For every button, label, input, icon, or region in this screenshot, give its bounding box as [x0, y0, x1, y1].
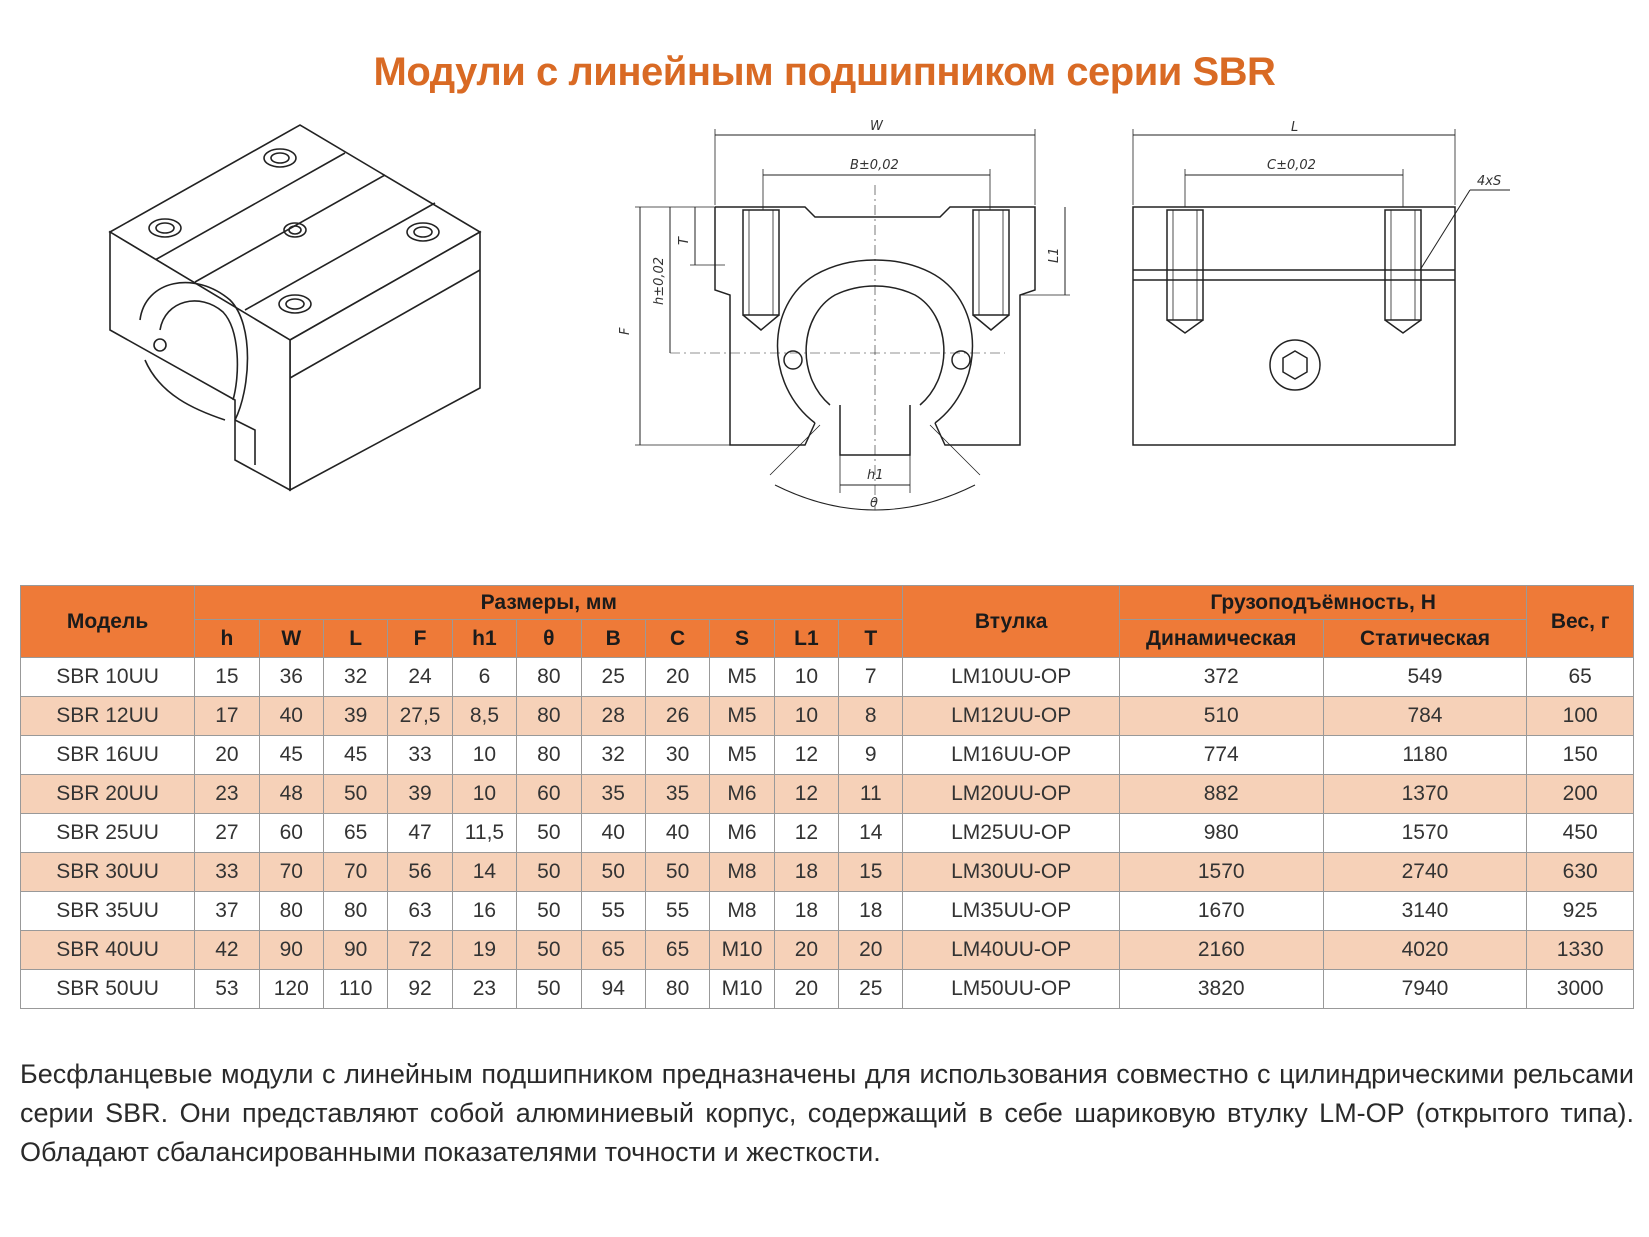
cell-h1: 8,5 [452, 697, 516, 736]
cell-f: 39 [388, 775, 452, 814]
cell-bushing: LM12UU-OP [903, 697, 1119, 736]
col-b: B [581, 620, 645, 658]
table-row [21, 853, 1634, 892]
cell-w: 90 [259, 931, 323, 970]
table-body [21, 658, 1634, 1009]
col-h: h [195, 620, 259, 658]
cell-l1: 18 [774, 892, 838, 931]
cell-dynamic: 980 [1119, 814, 1323, 853]
label-s: 4xS [1477, 174, 1502, 189]
cell-dynamic: 882 [1119, 775, 1323, 814]
cell-t: 14 [839, 814, 903, 853]
cell-static: 1570 [1323, 814, 1527, 853]
cell-bushing: LM40UU-OP [903, 931, 1119, 970]
cell-l1: 12 [774, 775, 838, 814]
cell-theta: 50 [517, 853, 581, 892]
col-f: F [388, 620, 452, 658]
cell-w: 48 [259, 775, 323, 814]
cell-c: 80 [645, 970, 709, 1009]
col-c: C [645, 620, 709, 658]
description-paragraph: Бесфланцевые модули с линейным подшипником предназначены для использования совместно с цилиндрическими рельсами серии SBR. Они представляют собой алюминиевый корпус, содержащий в себе шариковую втулку LM-OP (открытого типа). Обладают сбалансированными показателями точности и жесткости. [20, 1059, 1634, 1167]
label-b: B±0,02 [850, 158, 899, 173]
cell-w: 80 [259, 892, 323, 931]
cell-s: M6 [710, 814, 774, 853]
cell-static: 3140 [1323, 892, 1527, 931]
cell-t: 9 [839, 736, 903, 775]
cell-w: 40 [259, 697, 323, 736]
cell-dynamic: 2160 [1119, 931, 1323, 970]
cell-static: 4020 [1323, 931, 1527, 970]
cell-l: 80 [323, 892, 387, 931]
label-c: C±0,02 [1267, 158, 1316, 173]
cell-theta: 50 [517, 970, 581, 1009]
label-h1: h1 [867, 468, 884, 483]
cell-dynamic: 1570 [1119, 853, 1323, 892]
cell-l1: 12 [774, 736, 838, 775]
cell-model: SBR 35UU [21, 892, 195, 931]
cell-h: 33 [195, 853, 259, 892]
table-row [21, 736, 1634, 775]
cell-f: 56 [388, 853, 452, 892]
cell-l1: 12 [774, 814, 838, 853]
cell-l: 45 [323, 736, 387, 775]
cell-static: 784 [1323, 697, 1527, 736]
cell-static: 549 [1323, 658, 1527, 697]
cell-dynamic: 510 [1119, 697, 1323, 736]
cell-c: 65 [645, 931, 709, 970]
cell-l: 90 [323, 931, 387, 970]
cell-t: 8 [839, 697, 903, 736]
cell-h1: 10 [452, 775, 516, 814]
cell-h: 23 [195, 775, 259, 814]
col-l1: L1 [774, 620, 838, 658]
cell-w: 70 [259, 853, 323, 892]
label-f: F [618, 327, 633, 335]
cell-h: 37 [195, 892, 259, 931]
front-view-drawing [615, 115, 1075, 535]
cell-bushing: LM30UU-OP [903, 853, 1119, 892]
cell-l: 70 [323, 853, 387, 892]
cell-c: 20 [645, 658, 709, 697]
cell-s: M5 [710, 697, 774, 736]
cell-l: 110 [323, 970, 387, 1009]
cell-bushing: LM16UU-OP [903, 736, 1119, 775]
label-l1: L1 [1047, 247, 1062, 263]
header-static: Статическая [1323, 620, 1527, 658]
cell-bushing: LM20UU-OP [903, 775, 1119, 814]
cell-model: SBR 10UU [21, 658, 195, 697]
cell-f: 47 [388, 814, 452, 853]
label-t: T [677, 237, 692, 245]
cell-theta: 80 [517, 697, 581, 736]
cell-w: 60 [259, 814, 323, 853]
cell-t: 11 [839, 775, 903, 814]
cell-f: 63 [388, 892, 452, 931]
cell-weight: 450 [1527, 814, 1634, 853]
cell-b: 94 [581, 970, 645, 1009]
header-weight: Вес, г [1527, 586, 1634, 658]
cell-static: 7940 [1323, 970, 1527, 1009]
cell-b: 55 [581, 892, 645, 931]
cell-b: 28 [581, 697, 645, 736]
cell-s: M10 [710, 970, 774, 1009]
header-load: Грузоподъёмность, Н [1119, 586, 1526, 620]
cell-l: 50 [323, 775, 387, 814]
cell-f: 24 [388, 658, 452, 697]
cell-c: 55 [645, 892, 709, 931]
cell-theta: 50 [517, 931, 581, 970]
cell-weight: 65 [1527, 658, 1634, 697]
cell-l1: 10 [774, 658, 838, 697]
cell-t: 18 [839, 892, 903, 931]
cell-h1: 10 [452, 736, 516, 775]
cell-theta: 50 [517, 814, 581, 853]
cell-s: M8 [710, 853, 774, 892]
cell-c: 40 [645, 814, 709, 853]
cell-b: 25 [581, 658, 645, 697]
table-row [21, 931, 1634, 970]
cell-model: SBR 20UU [21, 775, 195, 814]
cell-theta: 80 [517, 658, 581, 697]
cell-h: 20 [195, 736, 259, 775]
cell-bushing: LM10UU-OP [903, 658, 1119, 697]
cell-static: 2740 [1323, 853, 1527, 892]
cell-h: 42 [195, 931, 259, 970]
cell-h1: 23 [452, 970, 516, 1009]
table-row [21, 892, 1634, 931]
cell-s: M5 [710, 736, 774, 775]
cell-weight: 3000 [1527, 970, 1634, 1009]
label-theta: θ [870, 496, 878, 511]
cell-h: 17 [195, 697, 259, 736]
header-dimensions: Размеры, мм [195, 586, 903, 620]
cell-b: 50 [581, 853, 645, 892]
specifications-table [20, 585, 1634, 1009]
cell-weight: 200 [1527, 775, 1634, 814]
cell-h1: 6 [452, 658, 516, 697]
cell-h1: 11,5 [452, 814, 516, 853]
cell-h1: 14 [452, 853, 516, 892]
cell-l1: 20 [774, 970, 838, 1009]
cell-static: 1180 [1323, 736, 1527, 775]
table-row [21, 697, 1634, 736]
label-h: h±0,02 [652, 256, 667, 305]
cell-f: 92 [388, 970, 452, 1009]
cell-b: 40 [581, 814, 645, 853]
cell-theta: 80 [517, 736, 581, 775]
header-bushing: Втулка [903, 586, 1119, 658]
cell-theta: 60 [517, 775, 581, 814]
cell-model: SBR 40UU [21, 931, 195, 970]
cell-l: 32 [323, 658, 387, 697]
cell-model: SBR 50UU [21, 970, 195, 1009]
cell-s: M10 [710, 931, 774, 970]
cell-c: 26 [645, 697, 709, 736]
page-title: Модули с линейным подшипником серии SBR [373, 50, 1276, 94]
header-dynamic: Динамическая [1119, 620, 1323, 658]
label-w: W [870, 119, 883, 134]
cell-w: 120 [259, 970, 323, 1009]
cell-model: SBR 30UU [21, 853, 195, 892]
cell-bushing: LM25UU-OP [903, 814, 1119, 853]
cell-l1: 10 [774, 697, 838, 736]
cell-model: SBR 16UU [21, 736, 195, 775]
cell-w: 45 [259, 736, 323, 775]
cell-h: 27 [195, 814, 259, 853]
cell-dynamic: 774 [1119, 736, 1323, 775]
cell-l: 39 [323, 697, 387, 736]
cell-h: 53 [195, 970, 259, 1009]
table-row [21, 658, 1634, 697]
cell-theta: 50 [517, 892, 581, 931]
cell-t: 20 [839, 931, 903, 970]
cell-h1: 16 [452, 892, 516, 931]
col-s: S [710, 620, 774, 658]
col-h1: h1 [452, 620, 516, 658]
cell-f: 27,5 [388, 697, 452, 736]
cell-s: M5 [710, 658, 774, 697]
cell-t: 7 [839, 658, 903, 697]
cell-h: 15 [195, 658, 259, 697]
cell-static: 1370 [1323, 775, 1527, 814]
cell-c: 35 [645, 775, 709, 814]
col-t: T [839, 620, 903, 658]
table-row [21, 775, 1634, 814]
cell-b: 35 [581, 775, 645, 814]
cell-bushing: LM50UU-OP [903, 970, 1119, 1009]
cell-weight: 925 [1527, 892, 1634, 931]
cell-s: M6 [710, 775, 774, 814]
cell-weight: 100 [1527, 697, 1634, 736]
cell-b: 65 [581, 931, 645, 970]
col-theta: θ [517, 620, 581, 658]
cell-l1: 18 [774, 853, 838, 892]
cell-bushing: LM35UU-OP [903, 892, 1119, 931]
cell-model: SBR 25UU [21, 814, 195, 853]
cell-f: 72 [388, 931, 452, 970]
cell-w: 36 [259, 658, 323, 697]
cell-b: 32 [581, 736, 645, 775]
cell-dynamic: 1670 [1119, 892, 1323, 931]
cell-weight: 630 [1527, 853, 1634, 892]
cell-h1: 19 [452, 931, 516, 970]
col-l: L [323, 620, 387, 658]
cell-c: 30 [645, 736, 709, 775]
cell-l: 65 [323, 814, 387, 853]
cell-model: SBR 12UU [21, 697, 195, 736]
col-w: W [259, 620, 323, 658]
cell-weight: 150 [1527, 736, 1634, 775]
cell-f: 33 [388, 736, 452, 775]
header-model: Модель [21, 586, 195, 658]
cell-s: M8 [710, 892, 774, 931]
cell-c: 50 [645, 853, 709, 892]
label-l: L [1291, 120, 1299, 135]
side-view-drawing [1115, 115, 1535, 475]
cell-t: 15 [839, 853, 903, 892]
isometric-view-drawing [105, 120, 505, 500]
cell-dynamic: 3820 [1119, 970, 1323, 1009]
table-row [21, 970, 1634, 1009]
cell-weight: 1330 [1527, 931, 1634, 970]
cell-l1: 20 [774, 931, 838, 970]
table-row [21, 814, 1634, 853]
cell-t: 25 [839, 970, 903, 1009]
cell-dynamic: 372 [1119, 658, 1323, 697]
